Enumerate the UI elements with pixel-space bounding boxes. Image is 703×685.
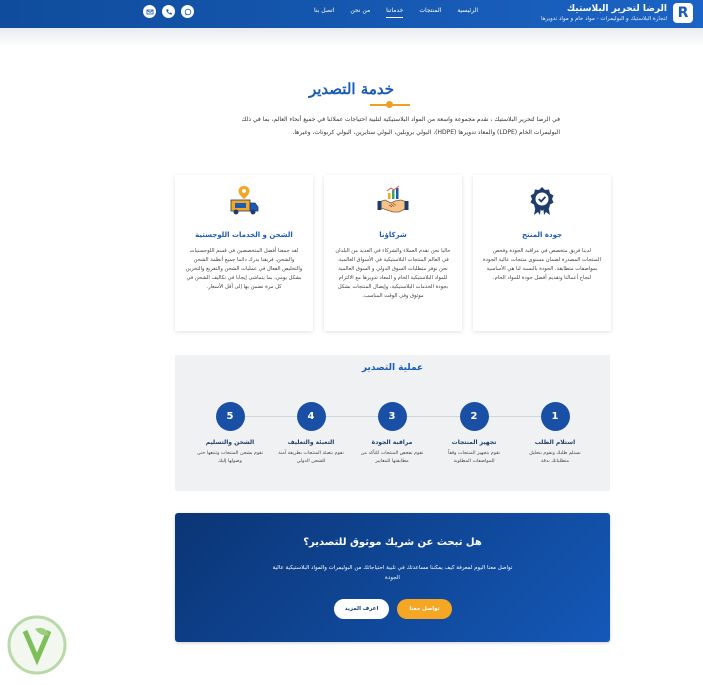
cta-banner [175,513,610,642]
phone-icon[interactable] [162,5,175,18]
process-step [434,402,514,466]
main-nav [314,7,478,18]
step-desc: نستلم طلبك ونقوم بتحليل متطلباتك بدقة [529,451,581,464]
brand-tagline: لتجارة البلاستيك و البوليمرات - مواد خام و مواد تدويرها [540,15,667,22]
card-title: جودة المنتج [521,231,563,239]
step-desc: نقوم بتعبئة المنتجات بطريقة آمنة للشحن الدولي [278,451,344,464]
email-icon[interactable] [143,5,156,18]
card-title: شركاؤنا [379,231,407,239]
social-links [143,5,194,18]
watermark-logo-icon [5,615,69,679]
step-title: الشحن والتسليم [205,439,255,446]
brand[interactable] [541,3,693,23]
card-quality [473,175,611,331]
card-text: لدينا فريق متخصص في مراقبة الجودة وفحص المنتجات المصدرة لضمان مستوى منتجات عالية الجودة بمواصفات متطابقة. الجودة بالنسبة لنا هي الأساسية لنجاح أعمالنا وتقديم أفضل جودة للمواد الخام. [483,248,601,281]
cta-title: هل تبحث عن شريك موثوق للتصدير؟ [303,537,482,548]
card-partners [324,175,462,331]
contact-us-button[interactable]: تواصل معنا [397,599,452,619]
step-number: 2 [460,402,489,431]
step-number: 5 [216,402,245,431]
section-title: خدمة التصدير [308,80,395,98]
process-step [352,402,432,466]
header-shadow [0,28,703,48]
process-step [271,402,351,466]
nav-services[interactable]: خدماتنا [386,7,403,18]
nav-contact[interactable]: اتصل بنا [314,7,335,14]
step-desc: نقوم بفحص المنتجات للتأكد من مطابقتها للمعايير [360,451,424,464]
step-title: استلام الطلب [534,439,576,446]
step-number: 4 [297,402,326,431]
step-desc: نقوم بتجهيز المنتجات وفقاً للمواصفات المطلوبة [447,451,500,464]
brand-logo-icon: R [673,3,693,23]
quality-badge-icon [526,185,558,217]
handshake-icon [377,185,409,217]
nav-home[interactable]: الرئيسية [457,7,478,14]
step-title: التعبئة والتغليف [287,439,335,446]
brand-name: الرضا لتحرير البلاستيك [566,3,667,14]
cta-text: تواصل معنا اليوم لمعرفة كيف يمكننا مساعدتك في تلبية احتياجاتك من البوليمرات والمواد البلاستيكية عالية الجودة [272,565,513,581]
learn-more-button[interactable]: اعرف المزيد [334,599,389,619]
export-process [175,355,610,491]
process-step [515,402,595,466]
step-title: تجهيز المنتجات [451,439,497,446]
card-text: لقد جمعنا أفضل المتخصصين في قسم اللوجستيات والشحن، فريقنا يدرك دائما جميع أنظمة الشحن والتخليص الفعال في عمليات الشحن والتفريغ والتخزين بشكل يومي، بما يتماشى إيجابا في تكاليف الشحن في كل مرة نضمن بها إلى أقل الأسعار. [185,248,303,290]
title-dot [386,101,393,108]
delivery-truck-icon [228,185,260,217]
card-text: حاليا نحن نقدم العملاء والشركاء في العديد من البلدان في العالم المنتجات البلاستيكية في الأسواق العالمية. نحن نوفر متطلبات السوق الدولي و السوق العالمية للمواد البلاستيكية الخام و المعاد تدويرها مع الالتزام بجودة الخدمات البلاستيكية، وإيصال المنتجات بشكل موثوق وفي الوقت المناسب. [335,248,451,299]
card-title: الشحن و الخدمات اللوجستية [195,231,293,239]
section-intro: في الرضا لتحرير البلاستيك ، نقدم مجموعة واسعة من المواد البلاستيكية لتلبية احتياجات عملائنا في جميع أنحاء العالم، بما في ذلك البوليمرات الخام (LDPE) والمعاد تدويرها (HDPE)، البولي بروبلين، البولي ستايرين، البولي كربونات، وغيرها. [241,116,560,136]
top-navbar [0,0,703,28]
step-number: 1 [541,402,570,431]
step-title: مراقبة الجودة [371,439,413,446]
step-number: 3 [378,402,407,431]
nav-about[interactable]: من نحن [350,7,371,14]
card-shipping [175,175,313,331]
process-step [190,402,270,466]
whatsapp-icon[interactable] [181,5,194,18]
step-desc: نقوم بشحن المنتجات وتتبعها حتى وصولها إليك [196,451,264,464]
process-title: عملية التصدير [361,363,424,373]
nav-products[interactable]: المنتجات [419,7,442,14]
